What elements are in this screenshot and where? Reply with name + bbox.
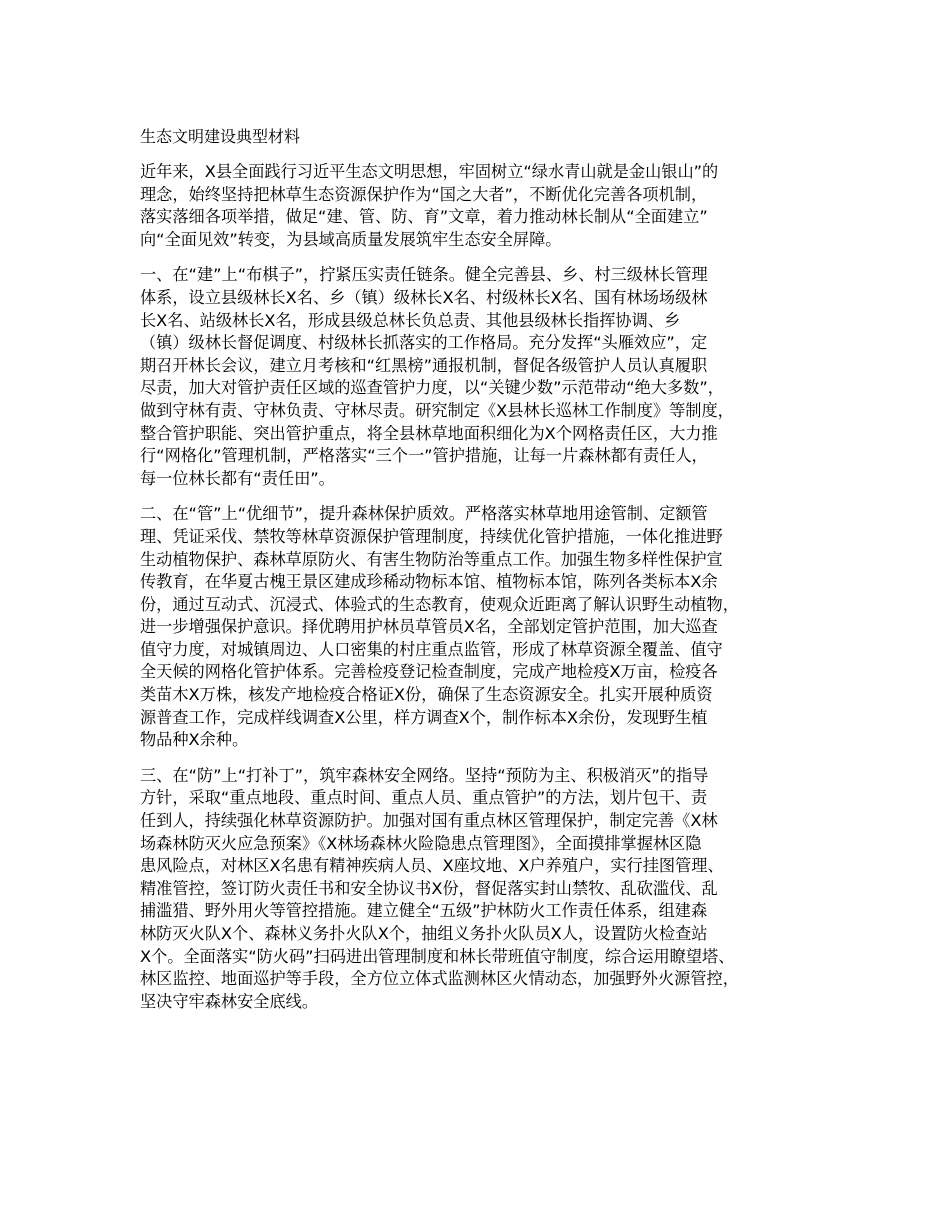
paragraph-section-2-manage — [140, 503, 830, 752]
paragraph-section-1-build — [140, 264, 830, 490]
paragraph-intro — [140, 161, 830, 251]
text-line: 一、在“建”上“布棋子”，拧紧压实责任链条。健全完善县、乡、村三级林长管理 — [140, 265, 708, 285]
text-line: 向“全面见效”转变，为县域高质量发展筑牢生态安全屏障。 — [140, 229, 562, 249]
text-line: 方针，采取“重点地段、重点时间、重点人员、重点管护”的方法，划片包干、责 — [140, 788, 708, 808]
text-line: 整合管护职能、突出管护重点，将全县林草地面积细化为X个网格责任区，大力推 — [140, 423, 718, 443]
text-line: 林防灭火队X个、森林义务扑火队X个，抽组义务扑火队员X人，设置防火检查站 — [140, 924, 708, 943]
text-line: 坚决守牢森林安全底线。 — [140, 991, 319, 1011]
text-line: 近年来，X县全面践行习近平生态文明思想，牢固树立“绿水青山就是金山银山”的 — [140, 162, 719, 181]
text-line: 患风险点，对林区X名患有精神疾病人员、X座坟地、X户养殖户，实行挂图管理、 — [140, 856, 724, 876]
text-line: 理、凭证采伐、禁牧等林草资源保护管理制度，持续优化管护措施，一体化推进野 — [140, 526, 723, 546]
text-line: 林区监控、地面巡护等手段，全方位立体式监测林区火情动态，加强野外火源管控， — [140, 969, 739, 989]
document-page — [140, 126, 830, 1026]
text-line: 落实落细各项举措，做足“建、管、防、育”文章，着力推动林长制从“全面建立” — [140, 207, 708, 227]
text-line: 捕滥猎、野外用火等管控措施。建立健全“五级”护林防火工作责任体系，组建森 — [140, 901, 708, 921]
text-line: 精准管控，签订防火责任书和安全协议书X份，督促落实封山禁牧、乱砍滥伐、乱 — [140, 878, 718, 898]
text-line: 行“网格化”管理机制，严格落实“三个一”管护措施，让每一片森林都有责任人， — [140, 446, 708, 466]
text-line: 二、在“管”上“优细节”，提升森林保护质效。严格落实林草地用途管制、定额管 — [140, 504, 708, 524]
paragraph-section-3-prevent — [140, 765, 830, 1014]
text-line: 长X名、站级林长X名，形成县级总林长负总责、其他县级林长指挥协调、乡 — [140, 310, 681, 330]
text-line: 期召开林长会议，建立月考核和“红黑榜”通报机制，督促各级管护人员认真履职 — [140, 355, 708, 375]
text-line: 物品种X余种。 — [140, 730, 249, 750]
text-line: 三、在“防”上“打补丁”，筑牢森林安全网络。坚持“预防为主、积极消灭”的指导 — [140, 765, 709, 785]
text-line: 任到人，持续强化林草资源防护。加强对国有重点林区管理保护，制定完善《X林 — [140, 811, 718, 831]
document-title: 生态文明建设典型材料 — [140, 127, 301, 146]
text-line: （镇）级林长督促调度、村级林长抓落实的工作格局。充分发挥“头雁效应”，定 — [140, 333, 708, 353]
text-line: X个。全面落实“防火码”扫码进出管理制度和林长带班值守制度，综合运用瞭望塔、 — [140, 946, 735, 966]
text-line: 生动植物保护、森林草原防火、有害生物防治等重点工作。加强生物多样性保护宣 — [140, 549, 723, 569]
text-line: 份，通过互动式、沉浸式、体验式的生态教育，使观众近距离了解认识野生动植物， — [140, 594, 739, 614]
text-line: 传教育，在华夏古槐王景区建成珍稀动物标本馆、植物标本馆，陈列各类标本X余 — [140, 572, 718, 592]
text-line: 全天候的网格化管护体系。完善检疫登记检查制度，完成产地检疫X万亩，检疫各 — [140, 662, 718, 682]
text-line: 源普查工作，完成样线调查X公里，样方调查X个，制作标本X余份，发现野生植 — [140, 707, 708, 727]
text-line: 尽责，加大对管护责任区域的巡查管护力度，以“关键少数”示范带动“绝大多数”， — [140, 378, 724, 398]
text-line: 理念，始终坚持把林草生态资源保护作为“国之大者”，不断优化完善各项机制， — [140, 184, 708, 204]
text-line: 值守力度，对城镇周边、人口密集的村庄重点监管，形成了林草资源全覆盖、值守 — [140, 639, 723, 659]
text-line: 场森林防灭火应急预案》《X林场森林火险隐患点管理图》，全面摸排掌握林区隐 — [140, 833, 702, 853]
text-line: 进一步增强保护意识。择优聘用护林员草管员X名，全部划定管护范围，加大巡查 — [140, 617, 718, 637]
text-line: 做到守林有责、守林负责、守林尽责。研究制定《X县林长巡林工作制度》等制度， — [140, 400, 734, 420]
text-line: 每一位林长都有“责任田”。 — [140, 468, 335, 488]
text-line: 类苗木X万株，核发产地检疫合格证X份，确保了生态资源安全。扎实开展种质资 — [140, 685, 713, 705]
text-line: 体系，设立县级林长X名、乡（镇）级林长X名、村级林长X名、国有林场场级林 — [140, 287, 708, 307]
